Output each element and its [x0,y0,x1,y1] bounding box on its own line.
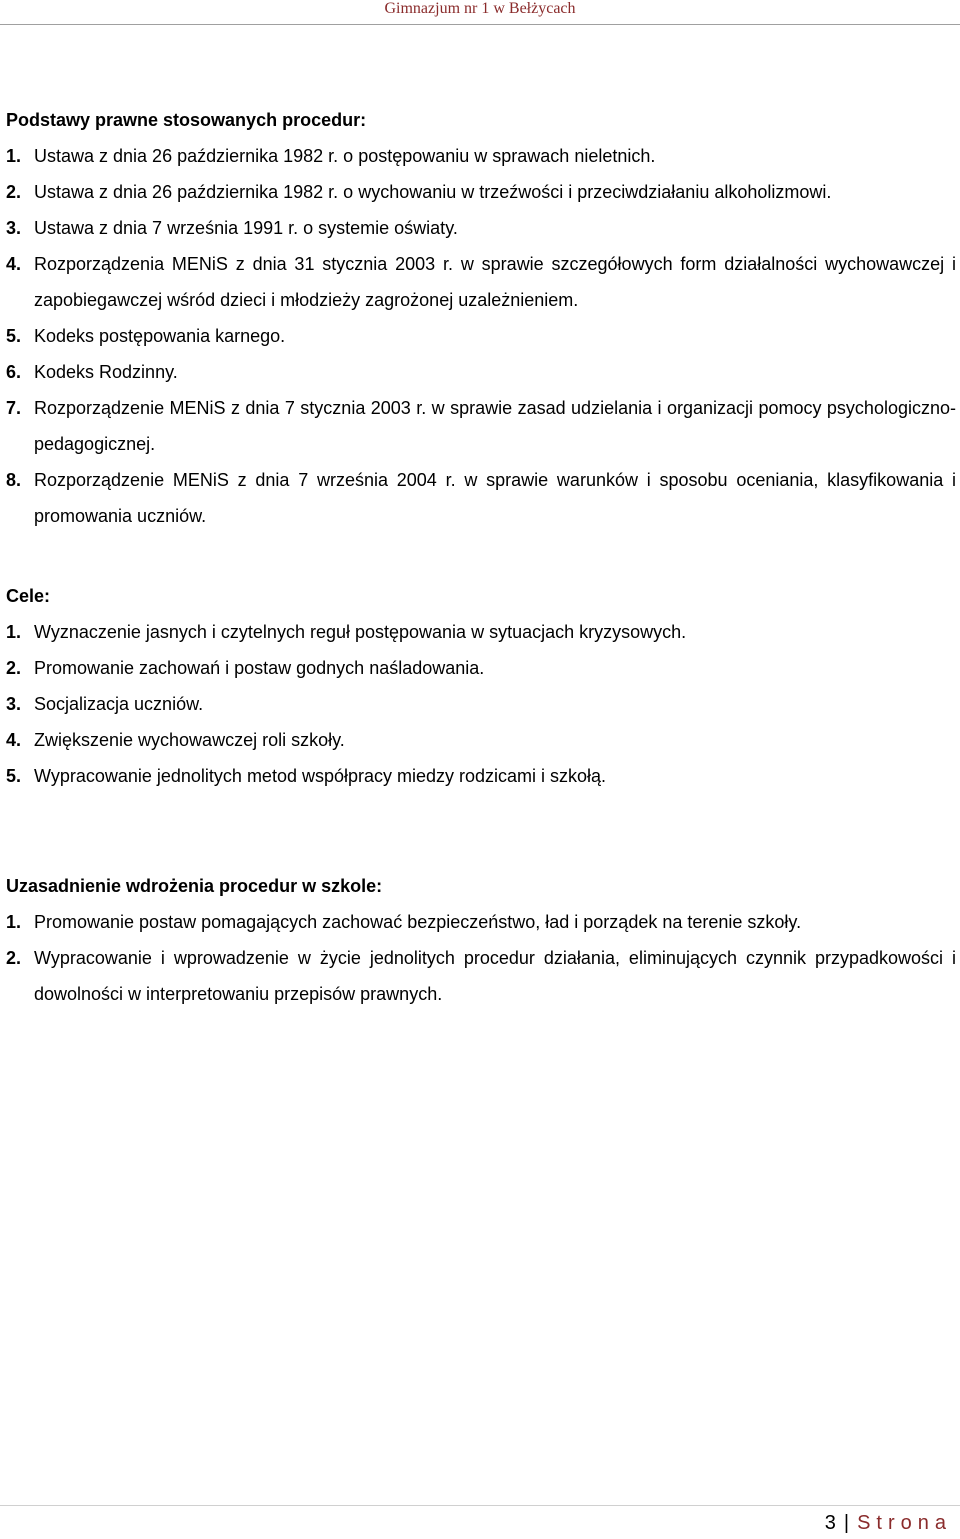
item-number: 2. [6,948,22,968]
item-number: 2. [6,182,22,202]
list-item [6,246,956,318]
item-text: Promowanie postaw pomagających zachować bezpieczeństwo, ład i porządek na terenie szkoły. [34,912,802,932]
item-number: 4. [6,254,22,274]
legal-basis-section [6,102,956,534]
item-text: Wypracowanie jednolitych metod współpracy miedzy rodzicami i szkołą. [34,766,607,786]
item-text: Promowanie zachowań i postaw godnych naśladowania. [34,658,485,678]
header-divider [0,24,960,25]
page-word: Strona [857,1512,952,1534]
legal-basis-list [6,138,956,534]
item-number: 1. [6,622,22,642]
list-item [6,614,956,650]
item-text: Rozporządzenie MENiS z dnia 7 stycznia 2003 r. w sprawie zasad udzielania i organizacji pomocy psychologiczno-pedagogicznej. [34,398,956,454]
list-item [6,138,956,174]
list-item [6,318,956,354]
header-title: Gimnazjum nr 1 w Bełżycach [384,0,576,17]
item-text: Rozporządzenia MENiS z dnia 31 stycznia 2003 r. w sprawie szczegółowych form działalności wychowawczej i zapobiegawczej wśród dzieci i młodzieży zagrożonej uzależnieniem. [34,254,956,310]
item-text: Kodeks postępowania karnego. [34,326,286,346]
running-header [0,0,960,26]
list-item [6,940,956,1012]
item-number: 1. [6,146,22,166]
item-number: 7. [6,398,22,418]
item-number: 3. [6,218,22,238]
item-number: 6. [6,362,22,382]
footer-separator: | [843,1512,850,1534]
list-item [6,904,956,940]
item-number: 5. [6,766,22,786]
list-item [6,462,956,534]
list-item [6,722,956,758]
item-number: 3. [6,694,22,714]
goals-heading: Cele: [6,586,51,606]
item-text: Ustawa z dnia 7 września 1991 r. o systemie oświaty. [34,218,458,238]
list-item [6,354,956,390]
item-number: 8. [6,470,22,490]
item-text: Socjalizacja uczniów. [34,694,204,714]
item-text: Ustawa z dnia 26 października 1982 r. o wychowaniu w trzeźwości i przeciwdziałaniu alkoholizmowi. [34,182,832,202]
list-item [6,758,956,794]
item-text: Wypracowanie i wprowadzenie w życie jednolitych procedur działania, eliminujących czynnik przypadkowości i dowolności w interpretowaniu przepisów prawnych. [34,948,956,1004]
goals-section [6,578,956,794]
section-spacer [6,794,956,868]
item-text: Wyznaczenie jasnych i czytelnych reguł postępowania w sytuacjach kryzysowych. [34,622,687,642]
list-item [6,650,956,686]
section-spacer [6,534,956,578]
item-text: Kodeks Rodzinny. [34,362,178,382]
item-text: Rozporządzenie MENiS z dnia 7 września 2004 r. w sprawie warunków i sposobu oceniania, klasyfikowania i promowania uczniów. [34,470,956,526]
item-text: Ustawa z dnia 26 października 1982 r. o postępowaniu w sprawach nieletnich. [34,146,656,166]
goals-list [6,614,956,794]
item-number: 1. [6,912,22,932]
item-number: 2. [6,658,22,678]
list-item [6,686,956,722]
footer-divider [0,1505,960,1506]
legal-basis-heading: Podstawy prawne stosowanych procedur: [6,110,367,130]
page-number: 3 [824,1512,836,1534]
list-item [6,210,956,246]
list-item [6,390,956,462]
rationale-heading: Uzasadnienie wdrożenia procedur w szkole: [6,876,383,896]
list-item [6,174,956,210]
item-number: 5. [6,326,22,346]
document-body [6,102,956,1012]
item-number: 4. [6,730,22,750]
rationale-list [6,904,956,1012]
page-footer [825,1508,952,1538]
rationale-section [6,868,956,1012]
item-text: Zwiększenie wychowawczej roli szkoły. [34,730,345,750]
